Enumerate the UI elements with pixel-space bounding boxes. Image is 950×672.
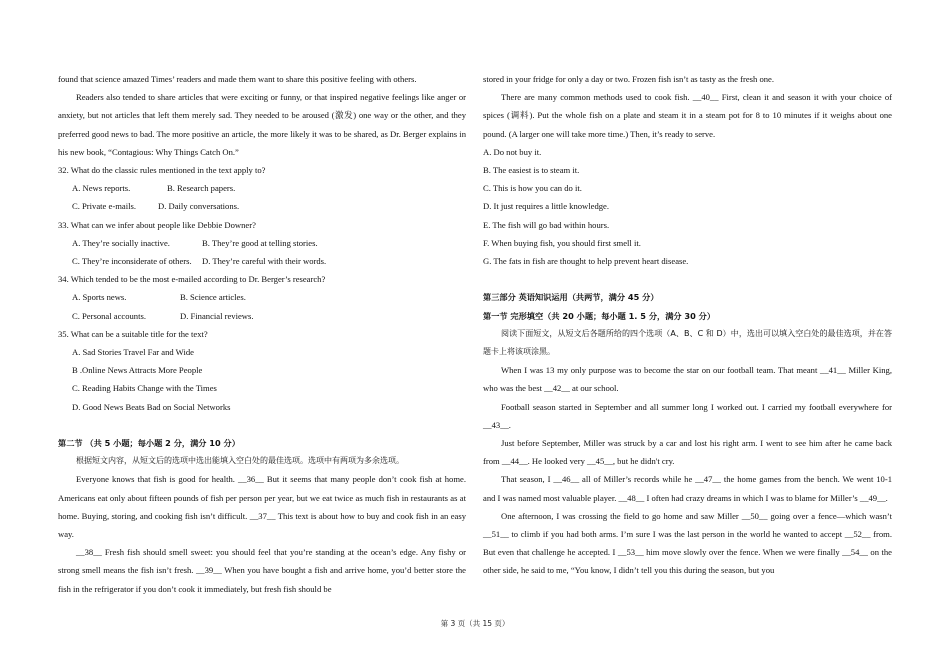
option: D. It just requires a little knowledge. — [483, 201, 610, 212]
part-heading: 第三部分 英语知识运用（共两节，满分 45 分） — [483, 292, 659, 303]
cloze-paragraph: When I was 13 my only purpose was to become the star on our football team. That meant __41__ Miller King, who was the best __42__ at our school. — [483, 365, 892, 394]
options-row — [58, 252, 466, 270]
reading-paragraph: Readers also tended to share articles that were exciting or funny, or that inspired negative feelings like anger or anxiety, but not articles that left them merely sad. They needed to be aroused (激发) one way or the other, and they preferred good news to bad. The more positive an article, the more likely it was to be shared, as Dr. Berger explains in his new book, “Contagious: Why Things Catch On.” — [58, 92, 466, 157]
section-heading: 第一节 完形填空（共 20 小题；每小题 1. 5 分，满分 30 分） — [483, 310, 716, 321]
passage-paragraph: stored in your fridge for only a day or two. Frozen fish isn’t as tasty as the fresh one. — [483, 74, 775, 84]
question-32: 32. What do the classic rules mentioned in the text apply to? — [58, 165, 266, 176]
option: F. When buying fish, you should first smell it. — [483, 237, 641, 248]
option: A. Sports news. — [72, 292, 127, 303]
question-35: 35. What can be a suitable title for the text? — [58, 328, 208, 339]
cloze-paragraph: Just before September, Miller was struck by a car and lost his right arm. I went to see him after he came back from __44__. He looked very __45__, but he didn't cry. — [483, 438, 892, 467]
question-34: 34. Which tended to be the most e-mailed according to Dr. Berger’s research? — [58, 274, 326, 285]
cloze-paragraph: One afternoon, I was crossing the field to go home and saw Miller __50__ going over a fence—which wasn’t __51__ to climb if you had both arms. I’m sure I was the last person in the world he wanted to accept __52__ from. But even that challenge he accepted. I __53__ him move slowly over the fence. When we were finally __54__ on the other side, he said to me, “You know, I didn’t tell you this during the season, but you — [483, 510, 892, 576]
option: C. Personal accounts. — [72, 310, 146, 321]
option: C. This is how you can do it. — [483, 183, 582, 194]
option: D. Good News Beats Bad on Social Networks — [72, 401, 231, 412]
option: D. Daily conversations. — [158, 201, 240, 212]
option: B. They’re good at telling stories. — [202, 237, 318, 248]
option: G. The fats in fish are thought to help prevent heart disease. — [483, 256, 689, 267]
section-instructions: 根据短文内容，从短文后的选项中选出能填入空白处的最佳选项。选项中有两项为多余选项。 — [76, 456, 404, 466]
option: A. News reports. — [72, 183, 131, 194]
passage-paragraph: There are many common methods used to cook fish. __40__ First, clean it and season it with your choice of spices (调料). Put the whole fish on a plate and steam it in a steam pot for 8 to 10 minutes if it weighs about one pound. (A larger one will take more time.) Then, it’s ready to serve. — [483, 92, 892, 139]
option: A. They’re socially inactive. — [72, 237, 170, 248]
option: B. Science articles. — [180, 292, 246, 303]
reading-paragraph: found that science amazed Times’ readers and made them want to share this positive feeling with others. — [58, 74, 417, 84]
option: C. They’re inconsiderate of others. — [72, 256, 192, 267]
passage-paragraph: __38__ Fresh fish should smell sweet: you should feel that you’re standing at the ocean’s edge. Any fishy or strong smell means the fish isn’t fresh. __39__ When you have bought a fish and arrive home, you’d better store the fish in the refrigerator if you don’t cook it immediately, but fresh fish should be — [58, 547, 466, 594]
section-instructions: 阅读下面短文，从短文后各题所给的四个选项（A、B、C 和 D）中，选出可以填入空白处的最佳选项，并在答题卡上将该项涂黑。 — [483, 328, 892, 357]
option: B. Research papers. — [167, 183, 236, 194]
page-number: 第 3 页（共 15 页） — [440, 619, 510, 628]
question-33: 33. What can we infer about people like Debbie Downer? — [58, 219, 256, 230]
options-row — [58, 307, 466, 325]
passage-paragraph: Everyone knows that fish is good for health. __36__ But it seems that many people don’t cook fish at home. Americans eat only about fifteen pounds of fish per person per year, but we eat twice as much fish in restaurants as at home. Buying, storing, and cooking fish isn’t difficult. __37__ This text is about how to buy and cook fish in an easy way. — [58, 474, 466, 540]
option: C. Reading Habits Change with the Times — [72, 383, 217, 394]
left-column — [58, 70, 466, 598]
option: D. They’re careful with their words. — [202, 256, 327, 267]
options-row — [58, 234, 466, 252]
option: E. The fish will go bad within hours. — [483, 219, 610, 230]
option: A. Do not buy it. — [483, 146, 542, 157]
section-heading: 第二节 （共 5 小题；每小题 2 分，满分 10 分） — [58, 438, 240, 449]
option: B .Online News Attracts More People — [72, 365, 203, 376]
options-row — [58, 179, 466, 197]
option: A. Sad Stories Travel Far and Wide — [72, 347, 194, 358]
cloze-paragraph: Football season started in September and all summer long I worked out. I carried my football everywhere for __43__. — [483, 401, 892, 430]
option: B. The easiest is to steam it. — [483, 165, 580, 176]
options-row — [58, 197, 466, 215]
cloze-paragraph: That season, I __46__ all of Miller’s records while he __47__ the home games from the bench. We went 10-1 and I was named most valuable player. __48__ I often had crazy dreams in which I was to blame for Miller’s __49__. — [483, 474, 892, 503]
options-row — [58, 288, 466, 306]
option: C. Private e-mails. — [72, 201, 136, 212]
option: D. Financial reviews. — [180, 310, 254, 321]
right-column — [483, 70, 892, 580]
